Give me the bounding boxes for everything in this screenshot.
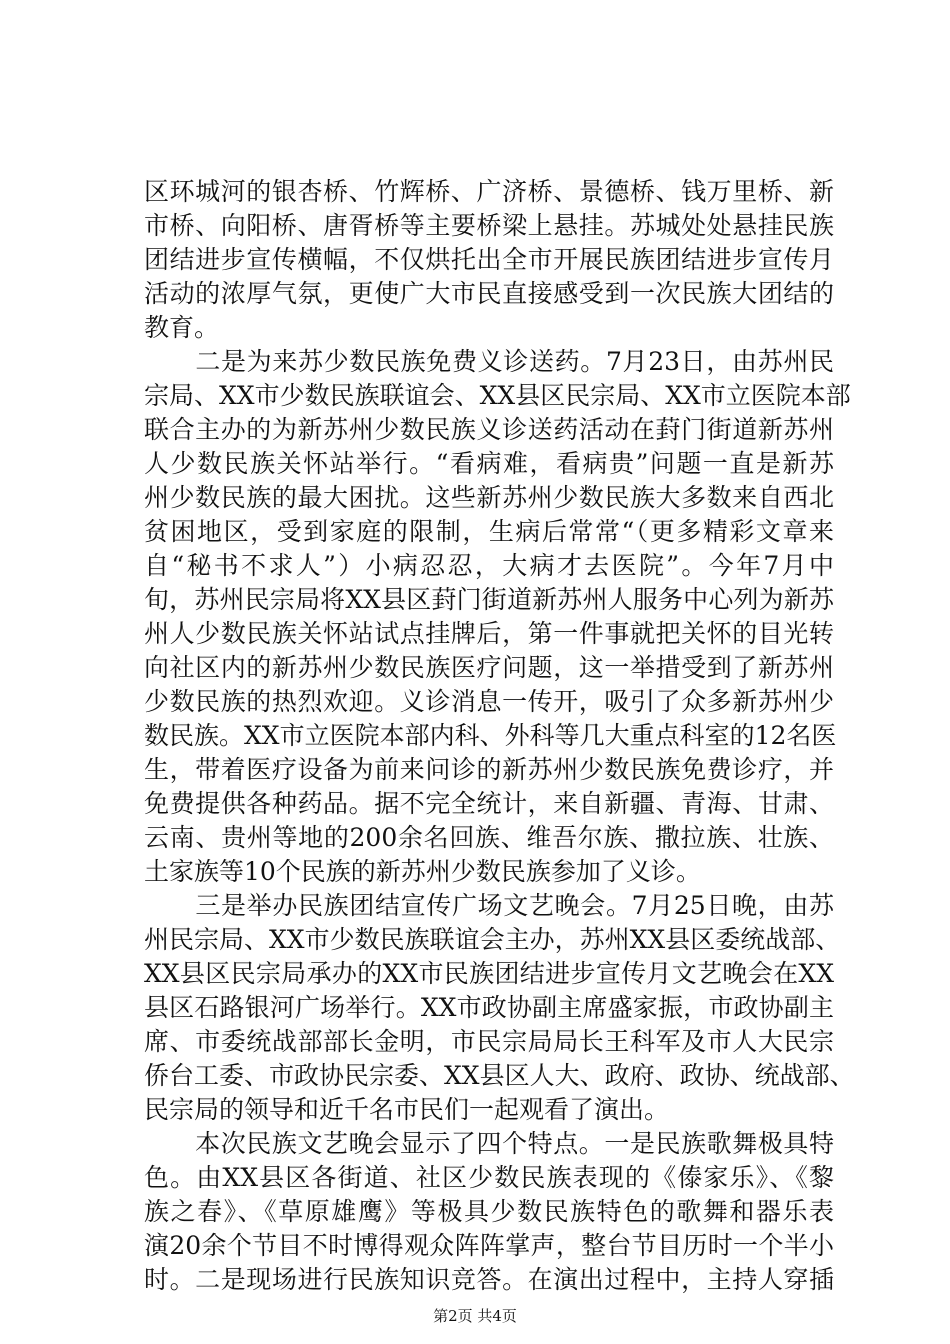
text-line: 宗局、XX市少数民族联谊会、XX县区民宗局、XX市立医院本部 (144, 381, 851, 410)
text-line: 民宗局的领导和近千名市民们一起观看了演出。 (144, 1095, 670, 1124)
text-line: 州民宗局、XX市少数民族联谊会主办，苏州XX县区委统战部、 (144, 925, 841, 954)
page-footer: 第2页 共4页 (433, 1307, 517, 1325)
text-line: 族之春》、《草原雄鹰》等极具少数民族特色的歌舞和器乐表 (144, 1197, 834, 1226)
text-line: 时。二是现场进行民族知识竞答。在演出过程中，主持人穿插 (144, 1265, 834, 1294)
text-line: 贫困地区，受到家庭的限制，生病后常常“（更多精彩文章来 (144, 517, 834, 546)
text-line: 本次民族文艺晚会显示了四个特点。一是民族歌舞极具特 (144, 1129, 834, 1158)
text-line: 活动的浓厚气氛，更使广大市民直接感受到一次民族大团结的 (144, 279, 834, 308)
text-line: 生，带着医疗设备为前来问诊的新苏州少数民族免费诊疗，并 (144, 755, 834, 784)
text-line: 州人少数民族关怀站试点挂牌后，第一件事就把关怀的目光转 (144, 619, 834, 648)
text-line: 二是为来苏少数民族免费义诊送药。7月23日，由苏州民 (144, 347, 834, 376)
text-line: 三是举办民族团结宣传广场文艺晚会。7月25日晚，由苏 (144, 891, 834, 920)
text-line: 少数民族的热烈欢迎。义诊消息一传开，吸引了众多新苏州少 (144, 687, 834, 716)
text-line: 土家族等10个民族的新苏州少数民族参加了义诊。 (144, 857, 701, 886)
text-line: 团结进步宣传横幅，不仅烘托出全市开展民族团结进步宣传月 (144, 245, 834, 274)
text-line: 州少数民族的最大困扰。这些新苏州少数民族大多数来自西北 (144, 483, 834, 512)
text-line: 云南、贵州等地的200余名回族、维吾尔族、撒拉族、壮族、 (144, 823, 834, 852)
text-line: 人少数民族关怀站举行。“看病难，看病贵”问题一直是新苏 (144, 449, 834, 478)
text-line: 数民族。XX市立医院本部内科、外科等几大重点科室的12名医 (144, 721, 837, 750)
text-line: 市桥、向阳桥、唐胥桥等主要桥梁上悬挂。苏城处处悬挂民族 (144, 211, 834, 240)
text-line: 向社区内的新苏州少数民族医疗问题，这一举措受到了新苏州 (144, 653, 834, 682)
text-line: 区环城河的银杏桥、竹辉桥、广济桥、景德桥、钱万里桥、新 (144, 177, 834, 206)
text-line: 教育。 (144, 313, 220, 342)
text-line: 县区石路银河广场举行。XX市政协副主席盛家振，市政协副主 (144, 993, 834, 1022)
text-line: 旬，苏州民宗局将XX县区葑门街道新苏州人服务中心列为新苏 (144, 585, 834, 614)
text-line: 免费提供各种药品。据不完全统计，来自新疆、青海、甘肃、 (144, 789, 834, 818)
text-line: 联合主办的为新苏州少数民族义诊送药活动在葑门街道新苏州 (144, 415, 834, 444)
text-line: 演20余个节目不时博得观众阵阵掌声，整台节目历时一个半小 (144, 1231, 834, 1260)
text-line: 色。由XX县区各街道、社区少数民族表现的《傣家乐》、《黎 (144, 1163, 834, 1192)
text-line: XX县区民宗局承办的XX市民族团结进步宣传月文艺晚会在XX (144, 959, 834, 988)
text-line: 侨台工委、市政协民宗委、XX县区人大、政府、政协、统战部、 (144, 1061, 855, 1090)
text-line: 自“秘书不求人”）小病忍忍，大病才去医院”。今年7月中 (144, 551, 834, 580)
text-line: 席、市委统战部部长金明，市民宗局局长王科军及市人大民宗 (144, 1027, 834, 1056)
